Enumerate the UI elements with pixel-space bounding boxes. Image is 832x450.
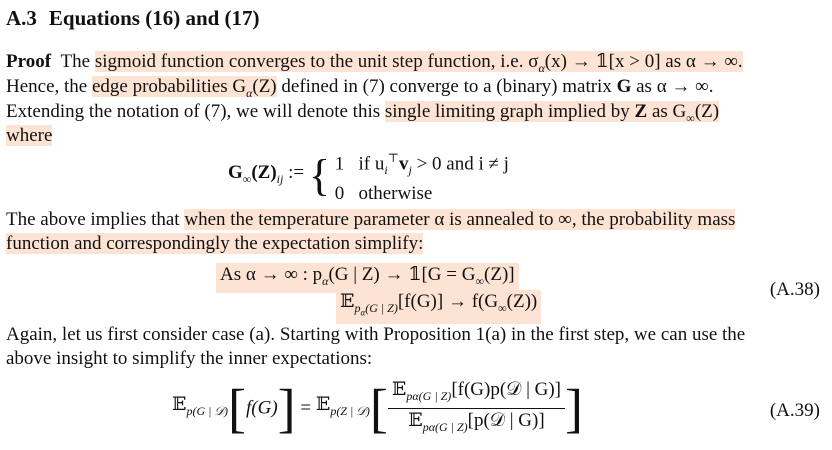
section-number: A.3	[6, 6, 37, 30]
para2-line-2	[6, 232, 423, 256]
proof-line-4	[6, 124, 52, 148]
text: (Z)	[694, 101, 720, 122]
text: edge probabilities G	[91, 76, 247, 97]
para3-line-2: above insight to simplify the inner expectations:	[6, 348, 373, 369]
text: sigmoid function converges to the unit step function, i.e. σ	[94, 51, 539, 72]
para3-line-1: Again, let us first consider case (a). Starting with Proposition 1(a) in the first step, we can use the	[6, 324, 746, 345]
highlight: where	[6, 125, 53, 146]
highlight: sigmoid function converges to the unit step function, i.e. $\sigma_\alpha(x)$ → 𝟙[x > 0] as α → ∞.	[94, 51, 743, 75]
highlight: single limiting graph implied by Z as $G_\infty(Z)$	[384, 101, 720, 125]
text: as G	[651, 101, 687, 122]
eq39-lhs: 𝔼$_{p(G | 𝒟)}$	[172, 394, 229, 419]
cases	[335, 146, 509, 206]
equation-number-a39: (A.39)	[769, 400, 820, 421]
section-title: Equations (16) and (17)	[48, 6, 260, 30]
case-2: 0 otherwise	[334, 183, 433, 205]
equation-definition	[228, 146, 509, 206]
text: The	[60, 51, 91, 72]
right-bracket: ]	[565, 378, 583, 439]
text: (Z)	[252, 76, 277, 97]
left-bracket: [	[228, 378, 247, 439]
eq39-rhs: 𝔼$_{p(Z | 𝒟)}$	[315, 394, 370, 419]
section-heading	[6, 6, 260, 30]
equation-a39	[172, 378, 583, 439]
text: single limiting graph implied by	[384, 101, 630, 122]
text: defined in (7) converge to a (binary) matrix	[281, 76, 612, 97]
eq38-line-1: As α → ∞ : $p_\alpha(G$ | Z) → 𝟙[G = $G_\infty(Z)$]	[216, 263, 519, 293]
fraction	[388, 378, 565, 439]
case-1: 1 if $u_i^⊤v_j > 0$ and i ≠ j	[334, 151, 509, 178]
denominator: 𝔼$_{p\alpha(G | Z)}$[p(𝒟 | G)]	[408, 409, 545, 434]
text: as α → ∞.	[636, 76, 714, 97]
highlight: function and correspondingly the expectation simplify:	[6, 233, 424, 254]
left-bracket: [	[369, 378, 388, 439]
text: Extending the notation of (7), we will denote this	[6, 101, 381, 122]
eq-lhs: $G_\infty(Z)_{ij}$ :=	[228, 162, 305, 186]
equals: =	[300, 397, 312, 419]
equation-number-a38: (A.38)	[769, 279, 820, 300]
proof-line-3	[6, 100, 719, 130]
right-bracket: ]	[277, 378, 296, 439]
proof-line-2: Hence, the edge probabilities $G_\alpha(Z)$ defined in (7) converge to a (binary) matrix G as α → ∞.	[6, 76, 714, 100]
text: Hence, the	[6, 76, 88, 97]
para2-line-1	[6, 208, 735, 232]
highlight: edge probabilities $G_\alpha(Z)$	[91, 76, 277, 100]
eq39-lhs-body: f(G)	[246, 397, 278, 419]
left-brace: {	[308, 151, 330, 201]
eq38-line-2: 𝔼$_{p_\alpha(G | Z)}$[f(G)] → $f(G_\infty(Z))$	[336, 290, 541, 324]
text: (x) → 𝟙[x > 0] as α → ∞.	[544, 51, 743, 72]
proof-label: Proof	[6, 51, 52, 72]
numerator: 𝔼$_{p\alpha(G | Z)}$[f(G)p(𝒟 | G)]	[388, 378, 565, 409]
text: The above implies that	[6, 209, 180, 230]
highlight: when the temperature parameter α is annealed to ∞, the probability mass	[184, 209, 736, 230]
